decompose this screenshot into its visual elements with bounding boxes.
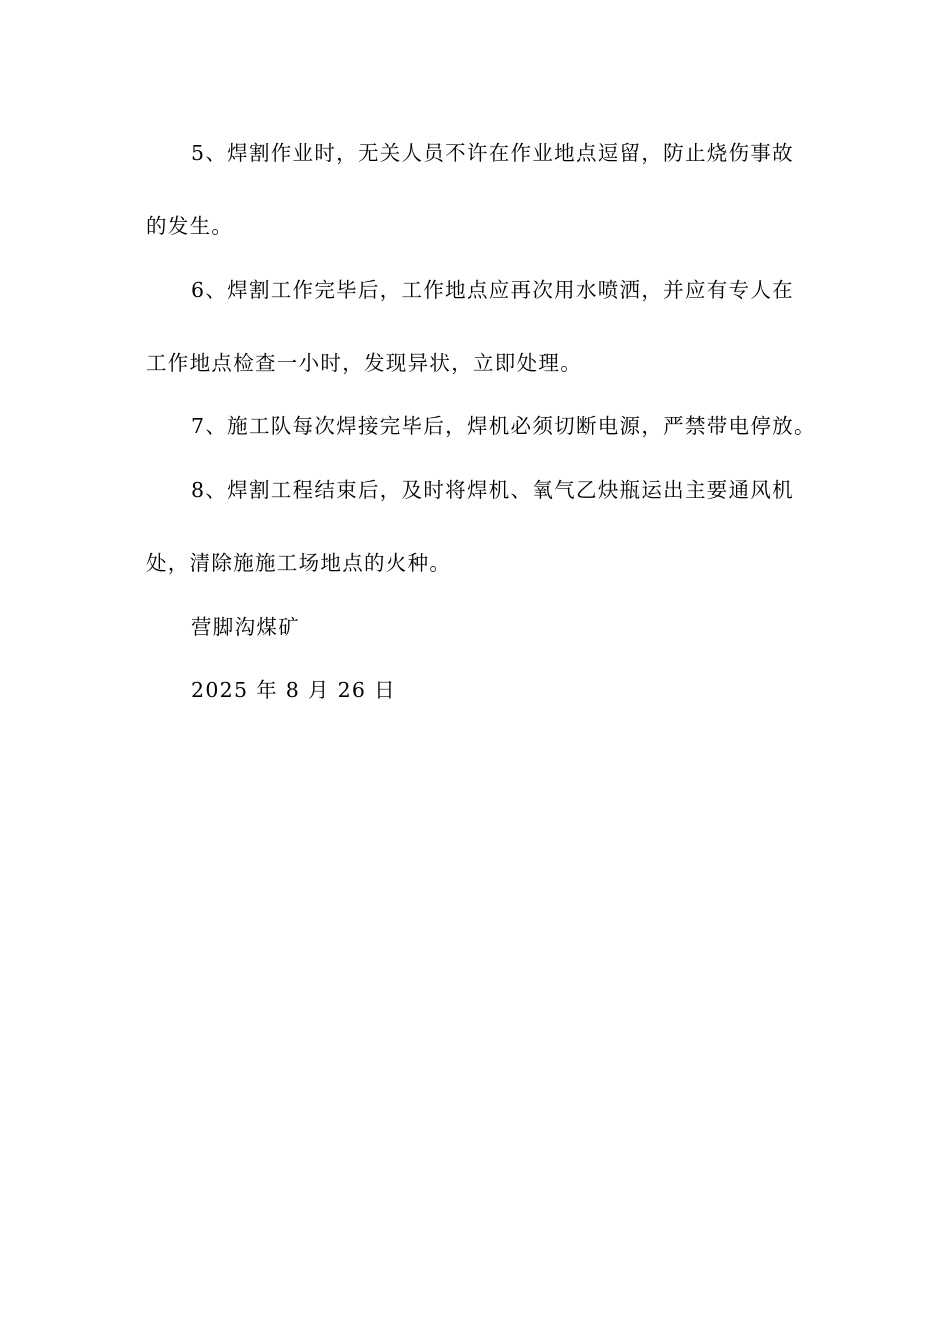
item-6-line-2: 工作地点检查一小时，发现异状，立即处理。 bbox=[146, 351, 582, 375]
item-5-line-2: 的发生。 bbox=[146, 214, 234, 238]
signature-organization: 营脚沟煤矿 bbox=[191, 615, 300, 639]
signature-date: 2025 年 8 月 26 日 bbox=[191, 678, 396, 702]
item-6-line-1: 6、焊割工作完毕后，工作地点应再次用水喷洒，并应有专人在 bbox=[191, 278, 794, 302]
item-8-line-1: 8、焊割工程结束后，及时将焊机、氧气乙炔瓶运出主要通风机 bbox=[191, 478, 794, 502]
item-8-line-2: 处，清除施施工场地点的火种。 bbox=[146, 551, 452, 575]
item-5-line-1: 5、焊割作业时，无关人员不许在作业地点逗留，防止烧伤事故 bbox=[191, 141, 794, 165]
item-7-line-1: 7、施工队每次焊接完毕后，焊机必须切断电源，严禁带电停放。 bbox=[191, 414, 816, 438]
